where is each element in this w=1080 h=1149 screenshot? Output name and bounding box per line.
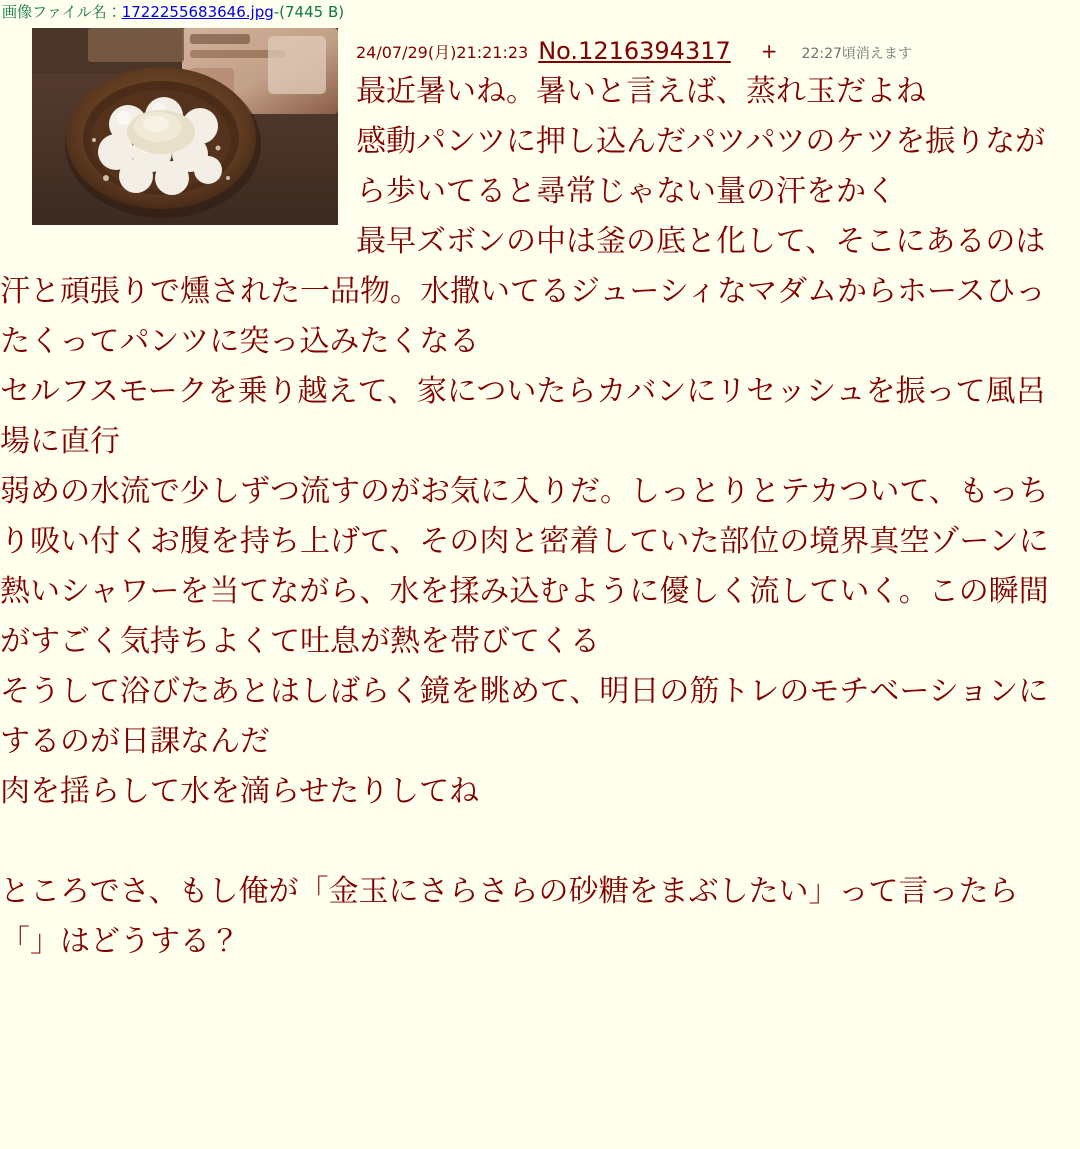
image-filename-link[interactable]: 1722255683646.jpg [121,3,274,21]
post-line: 肉を揺らして水を滴らせたりしてね [0,774,480,809]
post-line: セルフスモークを乗り越えて、家についたらカバンにリセッシュを振って風呂場に直行 [0,374,1046,459]
image-filename-line [0,0,1080,22]
post-line: そうして浴びたあとはしばらく鏡を眺めて、明日の筋トレのモチベーションにするのが日課なんだ [0,674,1049,759]
post-line: 弱めの水流で少しずつ流すのがお気に入りだ。しっとりとテカついて、もっちり吸い付くお腹を持ち上げて、その肉と密着していた部位の境界真空ゾーンに熱いシャワーを当てながら、水を揉み込むように優しく流していく。この瞬間がすごく気持ちよくて吐息が熱を帯びてくる [0,474,1049,659]
image-filename-label: 画像ファイル名： [2,3,122,21]
post-number[interactable]: No.1216394317 [538,37,731,65]
post-line: 「」はどうする？ [0,924,240,959]
post-line: 最早ズボンの中は釜の底と化して、そこにあるのは汗と頑張りで燻された一品物。水撒いてるジューシィなマダムからホースひったくってパンツに突っ込みたくなる [0,224,1046,359]
post-line: 最近暑いね。暑いと言えば、蒸れ玉だよね [356,74,926,109]
expire-note: 22:27頃消えます [801,46,912,62]
post-datetime: 24/07/29(月)21:21:23 [356,43,529,62]
image-filesize: -(7445 B) [273,3,345,21]
post-line: 感動パンツに押し込んだパツパツのケツを振りながら歩いてると尋常じゃない量の汗をかく [356,124,1046,209]
expand-toggle[interactable]: + [760,39,778,63]
post-line: ところでさ、もし俺が「金玉にさらさらの砂糖をまぶしたい」って言ったら [0,874,1019,909]
post-thumbnail[interactable] [32,28,338,225]
post [0,22,1080,967]
post-line-blank [0,817,1072,867]
